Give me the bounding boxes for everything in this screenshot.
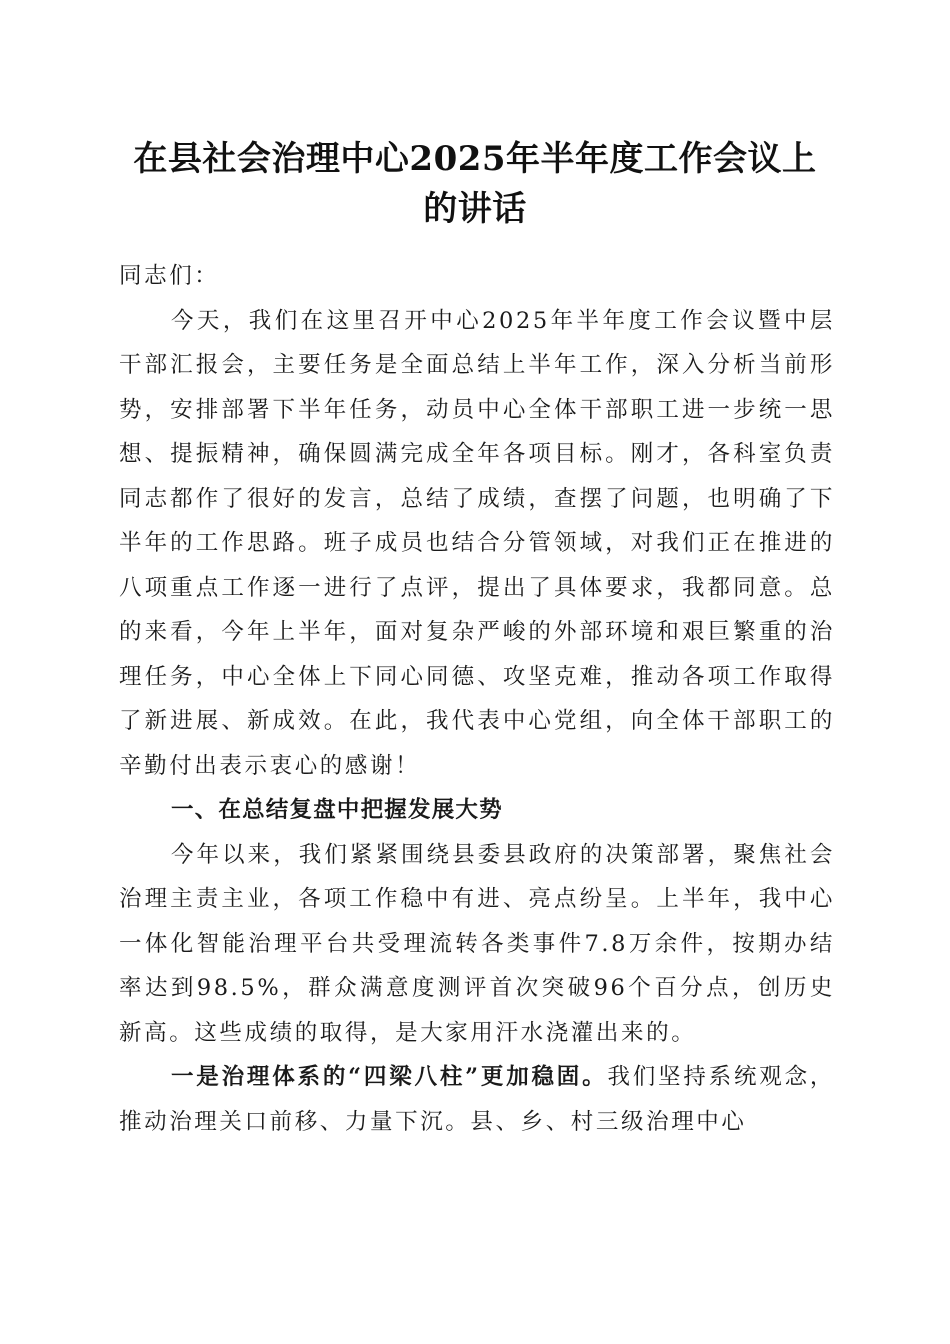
section-1-paragraph: 今年以来，我们紧紧围绕县委县政府的决策部署，聚焦社会治理主责主业，各项工作稳中有进、亮点纷呈。上半年，我中心一体化智能治理平台共受理流转各类事件7.8万余件，按期办结率达到98.5%，群众满意度测评首次突破96个百分点，创历史新高。这些成绩的取得，是大家用汗水浇灌出来的。 (119, 841, 835, 1046)
section-heading-1: 一、在总结复盘中把握发展大势 (171, 797, 503, 823)
point-1-lead: 一是治理体系的“四梁八柱”更加稳固。 (171, 1064, 608, 1090)
title-line-2: 的讲话 (423, 189, 527, 229)
title-line-1: 在县社会治理中心2025年半年度工作会议上 (133, 139, 817, 179)
document-body (119, 254, 835, 1144)
document-title (118, 134, 832, 234)
intro-paragraph: 今天，我们在这里召开中心2025年半年度工作会议暨中层干部汇报会，主要任务是全面总结上半年工作，深入分析当前形势，安排部署下半年任务，动员中心全体干部职工进一步统一思想、提振精神，确保圆满完成全年各项目标。刚才，各科室负责同志都作了很好的发言，总结了成绩，查摆了问题，也明确了下半年的工作思路。班子成员也结合分管领域，对我们正在推进的八项重点工作逐一进行了点评，提出了具体要求，我都同意。总的来看，今年上半年，面对复杂严峻的外部环境和艰巨繁重的治理任务，中心全体上下同心同德、攻坚克难，推动各项工作取得了新进展、新成效。在此，我代表中心党组，向全体干部职工的辛勤付出表示衷心的感谢！ (119, 307, 835, 779)
point-1-body: 我们坚持系统观念，推动治理关口前移、力量下沉。县、乡、村三级治理中心 (119, 1064, 836, 1135)
salutation: 同志们： (119, 263, 220, 289)
point-1-paragraph (119, 1055, 835, 1144)
